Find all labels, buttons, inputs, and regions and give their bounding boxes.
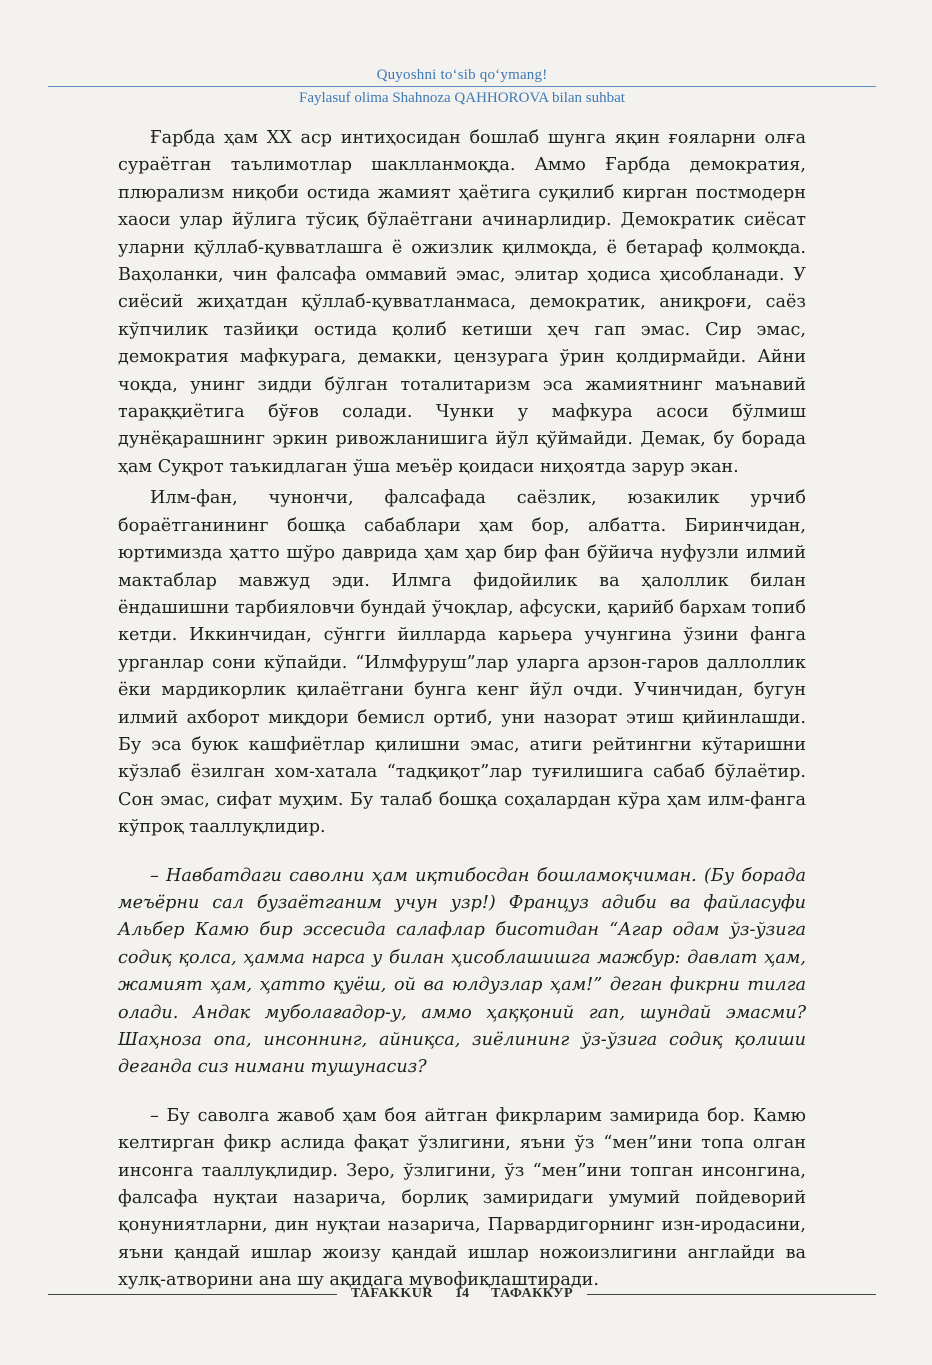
paragraph-1: Ғарбда ҳам XX аср интиҳосидан бошлаб шунга яқин ғояларни олға сураётган таълимотлар шаклланмоқда. Аммо Ғарбда демократия, плюрализм ниқоби остида жамият ҳаётига суқилиб кирган постмодерн хаоси улар йўлига тўсиқ бўлаётгани ачинарлидир. Демократик сиёсат уларни қўллаб-қувватлашга ё ожизлик қилмоқда, ё бетараф қолмоқда. Ваҳоланки, чин фалсафа оммавий эмас, элитар ҳодиса ҳисобланади. У сиёсий жиҳатдан қўллаб-қувватланмаса, демократик, аниқроғи, саёз кўпчилик тазйиқи остида қолиб кетиши ҳеч гап эмас. Сир эмас, демократия мафкурага, демакки, цензурага ўрин қолдирмайди. Айни чоқда, унинг зидди бўлган тоталитаризм эса жамиятнинг маънавий тараққиётига бўғов солади. Чунки у мафкура асоси бўлмиш дунёқарашнинг эркин ривожланишига йўл қўймайди. Демак, бу борада ҳам Суқрот таъкидлаган ўша меъёр қоидаси ниҳоятда зарур экан. — [118, 128, 806, 477]
footer-journal-cyrillic: ТАФАККУР — [491, 1286, 574, 1301]
header-title: Quyoshni to‘sib qo‘ymang! — [376, 67, 548, 83]
interview-question: – Навбатдаги саволни ҳам иқтибосдан бошламоқчиман. (Бу борада меъёрни сал бузаётганим учун узр!) Француз адиби ва файласуфи Альбер Камю бир эссесида салафлар бисотидан “Агар одам ўз-ўзига содиқ қолса, ҳамма нарса у билан ҳисоблашишга мажбур: давлат ҳам, жамият ҳам, ҳатто қуёш, ой ва юлдузлар ҳам!” деган фикрни тилга олади. Андак муболағадор-у, аммо ҳаққоний гап, шундай эмасми? Шаҳноза опа, инсоннинг, айниқса, зиёлининг ўз-ўзига содиқ қолиши деганда сиз нимани тушунасиз? — [118, 865, 806, 1078]
paragraph-2: Илм-фан, чунончи, фалсафада саёзлик, юзакилик урчиб бораётганининг бошқа сабаблари ҳам бор, албатта. Биринчидан, юртимизда ҳатто шўро даврида ҳам ҳар бир фан бўйича нуфузли илмий мактаблар мавжуд эди. Илмга фидойилик ва ҳалоллик билан ёндашишни тарбияловчи бундай ўчоқлар, афсуски, қарийб бархам топиб кетди. Иккинчидан, сўнгги йилларда карьера учунгина ўзини фанга урганлар сони кўпайди. “Илмфуруш”лар уларга арзон-гаров даллоллик ёки мардикорлик қилаётгани бунга кенг йўл очди. Учинчидан, бугун илмий ахборот миқдори бемисл ортиб, уни назорат этиш қийинлашди. Бу эса буюк кашфиётлар қилишни эмас, атиги рейтингни кўтаришни кўзлаб ёзилган хом-хатала “тадқиқот”лар туғилишига сабаб бўлаётир. Сон эмас, сифат муҳим. Бу талаб бошқа соҳалардан кўра ҳам илм-фанга кўпроқ тааллуқлидир. — [118, 488, 806, 838]
footer-journal-latin: TAFAKKUR — [350, 1286, 434, 1301]
footer-rule-left — [48, 1294, 337, 1295]
page-footer — [48, 1284, 876, 1304]
body-text — [118, 125, 806, 1295]
interview-answer: – Бу саволга жавоб ҳам боя айтган фикрларим замирида бор. Камю келтирган фикр аслида фақат ўзлигини, яъни ўз “мен”ини топа олган инсонга тааллуқлидир. Зеро, ўзлигини, ўз “мен”ини топган инсонгина, фалсафа нуқтаи назарича, борлиқ замиридаги умумий пойдеворий қонуниятларни, дин нуқтаи назарича, Парвардигорнинг изн-иродасини, яъни қандай ишлар жоизу қандай ишлар ножоизлигини англайди ва хулқ-атворини ана шу ақидага мувофиқлаштиради. — [118, 1105, 806, 1291]
page-number: 14 — [455, 1286, 470, 1301]
header-subtitle: Faylasuf olima Shahnoza QAHHOROVA bilan suhbat — [299, 90, 625, 106]
footer-rule-right — [587, 1294, 876, 1295]
running-header — [48, 64, 876, 109]
